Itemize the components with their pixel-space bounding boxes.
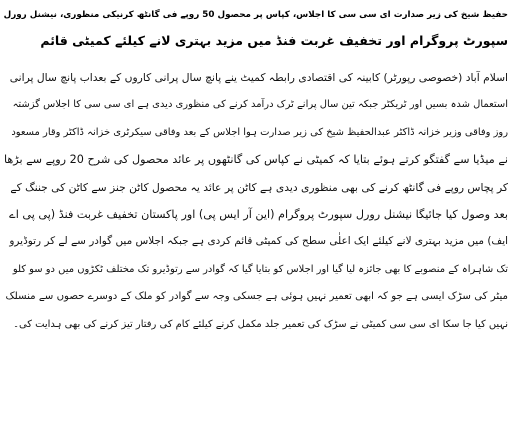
article-body: [4, 64, 508, 338]
headline-line: حفیظ شیخ کی زیر صدارت ای سی سی کا اجلاس، کپاس پر محصول 50 روپے فی گانٹھ کرنیکی منظوری، نیشنل رورل: [3, 10, 508, 20]
body-line: میٹر کی سڑک ایسی ہے جو کہ ابھی تعمیر نہیں ہوئی ہے جسکی وجہ سے گوادر کو ملک کے دوسرے حصوں سے منسلک: [5, 291, 508, 303]
body-line: اسلام آباد (خصوصی رپورٹر) کابینہ کی اقتصادی رابطہ کمیٹ ینے پانچ سال پرانی کاروں کے بعداب پانچ سال پرانی: [9, 71, 508, 84]
body-line: تک شاہراہ کے منصوبے کا بھی جائزہ لیا گیا اور اجلاس کو بتایا گیا کہ گوادر سے رتوڈیرو تک مختلف ٹکڑوں میں دو سو کلو: [12, 263, 508, 275]
headline-spacer: [4, 54, 508, 64]
news-article: [4, 2, 508, 428]
article-headline: [4, 2, 508, 54]
body-line: نے میڈیا سے گفتگو کرتے ہوئے بتایا کہ کمیٹی نے کپاس کی گانٹھوں پر عائد محصول کی شرح 20 روپے سے بڑھا: [3, 153, 508, 167]
body-line: استعمال شدہ بسیں اور ٹریکٹر جبکہ تین سال پرانے ٹرک درآمد کرنے کی منظوری دیدی ہے ای سی سی کا اجلاس گزشتہ: [12, 99, 508, 111]
body-line: نہیں کیا جا سکا ای سی سی کمیٹی نے سڑک کی تعمیر جلد مکمل کرنے کیلئے کام کی رفتار تیز کرنے کی بھی ہدایت کی۔: [13, 318, 508, 330]
body-line: بعد وصول کیا جائیگا نیشنل رورل سپورٹ پروگرام (این آر ایس پی) اور پاکستان تخفیف غربت فنڈ (پی پی اے: [9, 208, 508, 222]
headline-line: سپورٹ پروگرام اور تخفیف غربت فنڈ میں مزید بہتری لانے کیلئے کمیٹی قائم: [40, 33, 508, 48]
body-line: کر پچاس روپے فی گانٹھ کرنے کی بھی منظوری دیدی ہے کاٹن پر عائد یہ محصول کاٹن جنز سے کاٹن کی جننگ کے: [10, 180, 508, 194]
body-line: ایف) میں مزید بہتری لانے کیلئے ایک اعلٰی سطح کی کمیٹی قائم کردی ہے جبکہ اجلاس میں گوادر سے لے کر رتوڈیرو: [9, 235, 508, 248]
body-line: روز وفاقی وزیر خزانہ ڈاکٹر عبدالحفیظ شیخ کی زیر صدارت ہوا اجلاس کے بعد وفاقی سیکرٹری خزانہ ڈاکٹر وقار مسعود: [11, 126, 508, 138]
